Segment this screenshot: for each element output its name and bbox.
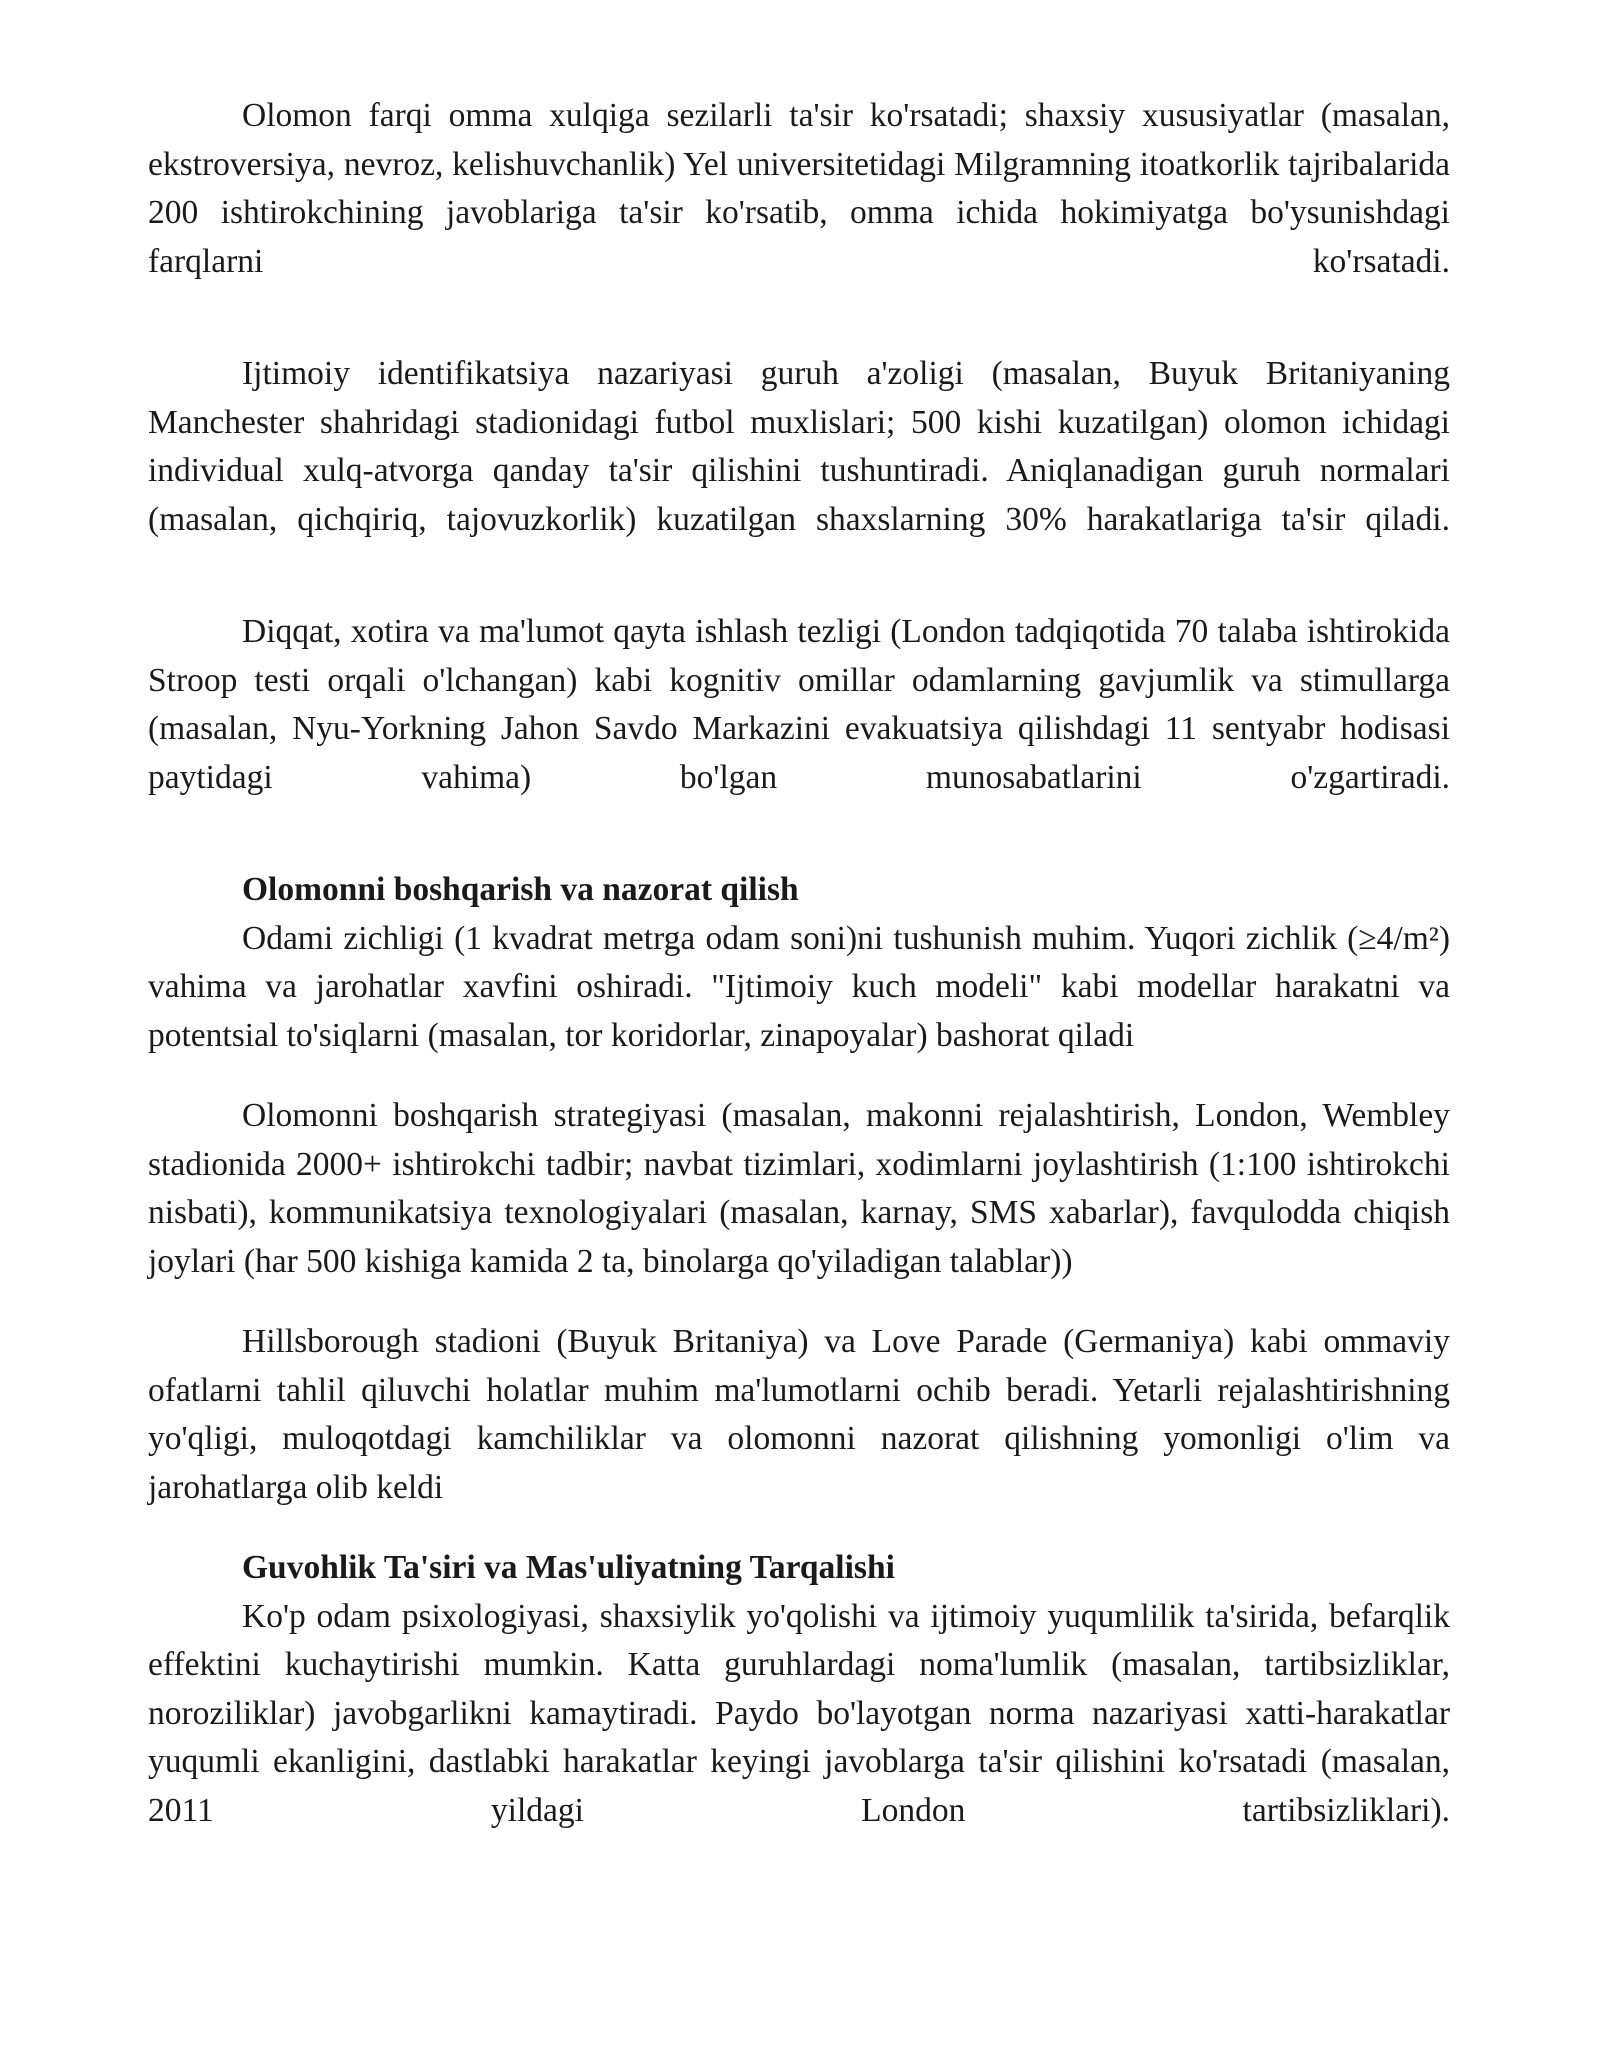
paragraph-cognitive-factors: Diqqat, xotira va ma'lumot qayta ishlash tezligi (London tadqiqotida 70 talaba ishtirokida Stroop testi orqali o'lchangan) kabi kognitiv omillar odamlarning gavjumlik va stimullarga (masalan, Nyu-Yorkning Jahon Savdo Markazini evakuatsiya qilishdagi 11 sentyabr hodisasi paytidagi vahima) bo'lgan munosabatlarini o'zgartiradi. — [148, 613, 1450, 796]
document-page — [148, 92, 1450, 1835]
paragraph-management-strategy: Olomonni boshqarish strategiyasi (masalan, makonni rejalashtirish, London, Wembley stadionida 2000+ ishtirokchi tadbir; navbat tizimlari, xodimlarni joylashtirish (1:100 ishtirokchi nisbati), kommunikatsiya texnologiyalari (masalan, karnay, SMS xabarlar), favqulodda chiqish joylari (har 500 kishiga kamida 2 ta, binolarga qo'yiladigan talablar)) — [148, 1097, 1450, 1280]
paragraph-social-identity: Ijtimoiy identifikatsiya nazariyasi guruh a'zoligi (masalan, Buyuk Britaniyaning Manchester shahridagi stadionidagi futbol muxlislari; 500 kishi kuzatilgan) olomon ichidagi individual xulq-atvorga qanday ta'sir qilishini tushuntiradi. Aniqlanadigan guruh normalari (masalan, qichqiriq, tajovuzkorlik) kuzatilgan shaxslarning 30% harakatlariga ta'sir qiladi. — [148, 355, 1450, 538]
paragraph-crowd-density: Odami zichligi (1 kvadrat metrga odam soni)ni tushunish muhim. Yuqori zichlik (≥4/m²) vahima va jarohatlar xavfini oshiradi. "Ijtimoiy kuch modeli" kabi modellar harakatni va potentsial to'siqlarni (masalan, tor koridorlar, zinapoyalar) bashorat qiladi — [148, 919, 1450, 1054]
paragraph-crowd-differences: Olomon farqi omma xulqiga sezilarli ta'sir ko'rsatadi; shaxsiy xususiyatlar (masalan, ekstroversiya, nevroz, kelishuvchanlik) Yel universitetidagi Milgramning itoatkorlik tajribalarida 200 ishtirokchining javoblariga ta'sir ko'rsatib, omma ichida hokimiyatga bo'ysunishdagi farqlarni ko'rsatadi. — [148, 97, 1450, 280]
paragraph-disaster-analysis: Hillsborough stadioni (Buyuk Britaniya) va Love Parade (Germaniya) kabi ommaviy ofatlarni tahlil qiluvchi holatlar muhim ma'lumotlarni ochib beradi. Yetarli rejalashtirishning yo'qligi, muloqotdagi kamchiliklar va olomonni nazorat qilishning yomonligi o'lim va jarohatlarga olib keldi — [148, 1323, 1450, 1506]
section-heading-bystander-effect: Guvohlik Ta'siri va Mas'uliyatning Tarqalishi — [242, 1549, 895, 1586]
paragraph-bystander-psychology: Ko'p odam psixologiyasi, shaxsiylik yo'qolishi va ijtimoiy yuqumlilik ta'sirida, befarqlik effektini kuchaytirishi mumkin. Katta guruhlardagi noma'lumlik (masalan, tartibsizliklar, noroziliklar) javobgarlikni kamaytiradi. Paydo bo'layotgan norma nazariyasi xatti-harakatlar yuqumli ekanligini, dastlabki harakatlar keyingi javoblarga ta'sir qilishini ko'rsatadi (masalan, 2011 yildagi London tartibsizliklari). — [148, 1597, 1450, 1829]
section-heading-crowd-management: Olomonni boshqarish va nazorat qilish — [242, 871, 799, 908]
